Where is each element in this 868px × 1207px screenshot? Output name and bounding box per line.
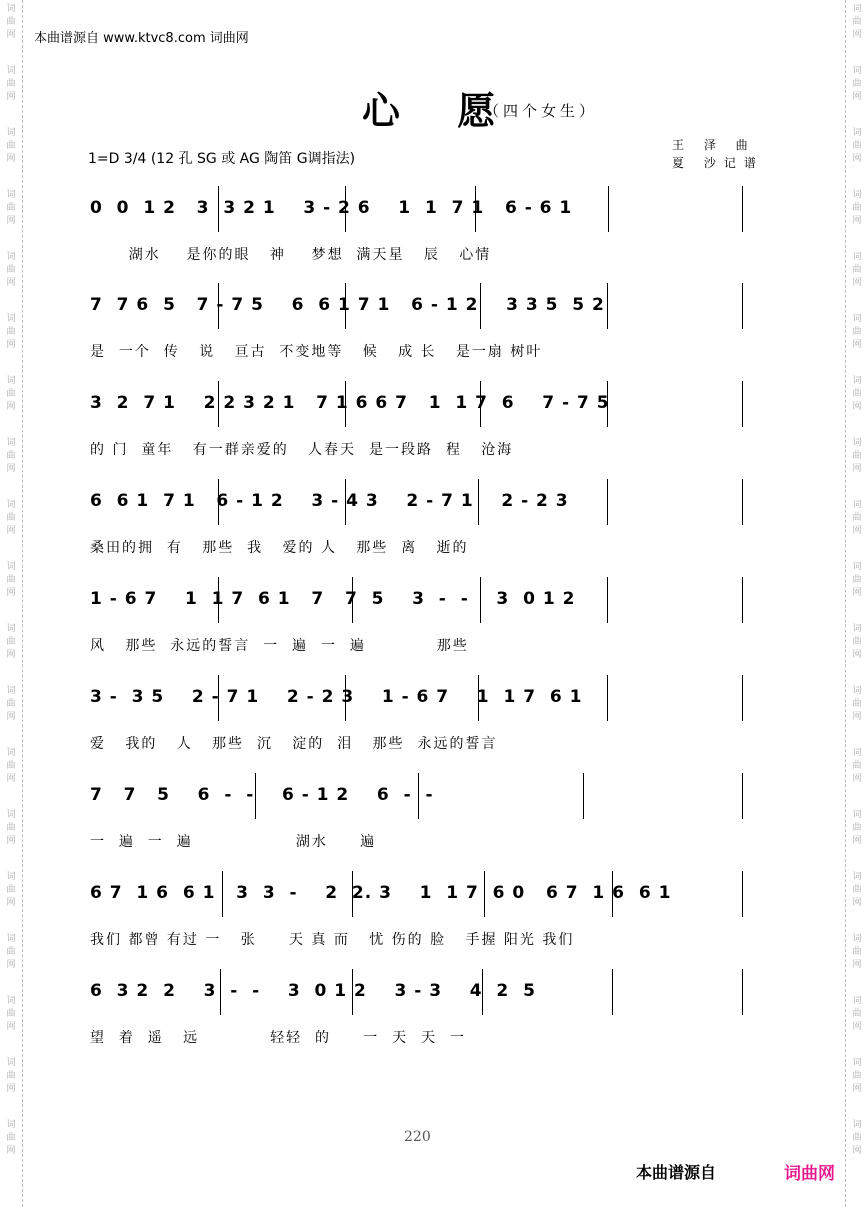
lyric-row: 我们 都曾 有过 一 张 天 真 而 忧 伤的 脸 手握 阳光 我们 <box>90 932 575 948</box>
bar-line <box>218 675 219 721</box>
side-watermark-glyph: 曲 <box>6 761 16 771</box>
side-watermark-glyph: 曲 <box>852 761 862 771</box>
side-watermark-glyph: 词 <box>852 4 862 14</box>
side-watermark-glyph: 曲 <box>852 513 862 523</box>
side-watermark-glyph: 网 <box>852 650 862 660</box>
side-watermark-glyph: 曲 <box>6 141 16 151</box>
notation-row: 3 - 3 5 2 - 7 1 2 - 2 3 1 - 6 7 1 1 7 6 1 <box>90 687 583 707</box>
side-watermark-glyph: 词 <box>6 4 16 14</box>
side-watermark-glyph: 网 <box>852 526 862 536</box>
side-watermark-glyph: 曲 <box>6 1133 16 1143</box>
side-watermark-glyph: 曲 <box>6 823 16 833</box>
bar-line <box>218 283 219 329</box>
side-watermark-glyph: 网 <box>852 960 862 970</box>
lyric-row: 望 着 遥 远 轻轻 的 一 天 天 一 <box>90 1030 466 1046</box>
side-watermark-glyph: 曲 <box>852 389 862 399</box>
footer-source-label: 本曲谱源自 <box>636 1163 717 1182</box>
side-watermark-glyph: 网 <box>852 898 862 908</box>
side-watermark-glyph: 网 <box>852 402 862 412</box>
bar-line <box>218 479 219 525</box>
side-watermark-glyph: 词 <box>852 438 862 448</box>
side-watermark-glyph: 网 <box>6 340 16 350</box>
lyric-row: 一 遍 一 遍 湖水 遍 <box>90 834 377 850</box>
side-watermark-glyph: 词 <box>852 190 862 200</box>
side-watermark-glyph: 曲 <box>852 79 862 89</box>
side-watermark-glyph: 词 <box>6 128 16 138</box>
bar-line <box>218 577 219 623</box>
side-watermark-glyph: 词 <box>852 376 862 386</box>
bar-line <box>742 186 743 232</box>
side-watermark-glyph: 网 <box>6 960 16 970</box>
notation-row: 3 2 7 1 2 2 3 2 1 7 1 6 6 7 1 1 7 6 7 - 7 5 <box>90 393 610 413</box>
side-watermark-glyph: 网 <box>6 402 16 412</box>
song-title: 心 愿 <box>362 88 518 133</box>
side-watermark-glyph: 曲 <box>6 451 16 461</box>
song-subtitle: （四个女生） <box>484 102 599 120</box>
notation-row: 7 7 5 6 - - 6 - 1 2 6 - - <box>90 785 434 805</box>
bar-line <box>345 186 346 232</box>
bar-line <box>352 577 353 623</box>
bar-line <box>475 186 476 232</box>
side-watermark-glyph: 曲 <box>852 947 862 957</box>
side-watermark-glyph: 词 <box>6 624 16 634</box>
bar-line <box>607 283 608 329</box>
side-watermark-glyph: 网 <box>852 1084 862 1094</box>
side-watermark-glyph: 曲 <box>852 1009 862 1019</box>
side-watermark-glyph: 词 <box>852 624 862 634</box>
lyric-row: 爱 我的 人 那些 沉 淀的 泪 那些 永远的誓言 <box>90 736 498 752</box>
side-watermark-glyph: 词 <box>852 686 862 696</box>
side-watermark-glyph: 曲 <box>6 203 16 213</box>
side-watermark-glyph: 网 <box>6 898 16 908</box>
side-watermark-glyph: 曲 <box>6 947 16 957</box>
side-watermark-glyph: 词 <box>6 66 16 76</box>
lyric-row: 湖水 是你的眼 神 梦想 满天星 辰 心情 <box>90 247 492 263</box>
side-watermark-glyph: 网 <box>6 464 16 474</box>
bar-line <box>220 969 221 1015</box>
side-watermark-glyph: 网 <box>852 154 862 164</box>
bar-line <box>478 675 479 721</box>
side-watermark-glyph: 曲 <box>6 17 16 27</box>
side-watermark-glyph: 曲 <box>852 699 862 709</box>
side-watermark-glyph: 网 <box>852 30 862 40</box>
bar-line <box>742 283 743 329</box>
bar-line <box>218 381 219 427</box>
side-watermark-glyph: 曲 <box>852 1071 862 1081</box>
side-watermark-glyph: 词 <box>852 562 862 572</box>
side-watermark-glyph: 曲 <box>852 823 862 833</box>
side-watermark-glyph: 曲 <box>852 575 862 585</box>
side-watermark-glyph: 词 <box>6 314 16 324</box>
footer-brand: 词曲网 <box>784 1164 835 1184</box>
side-watermark-glyph: 曲 <box>6 885 16 895</box>
side-watermark-glyph: 词 <box>852 314 862 324</box>
side-watermark-glyph: 网 <box>852 464 862 474</box>
side-watermark-glyph: 网 <box>852 1146 862 1156</box>
bar-line <box>480 577 481 623</box>
side-watermark-glyph: 词 <box>852 66 862 76</box>
notation-row: 7 7 6 5 7 - 7 5 6 6 1 7 1 6 - 1 2 3 3 5 5 2 <box>90 295 605 315</box>
side-watermark-glyph: 词 <box>6 686 16 696</box>
side-watermark-glyph: 网 <box>852 216 862 226</box>
lyric-row: 的 门 童年 有一群亲爱的 人春天 是一段路 程 沧海 <box>90 442 514 458</box>
notation-row: 6 6 1 7 1 6 - 1 2 3 - 4 3 2 - 7 1 2 - 2 3 <box>90 491 569 511</box>
bar-line <box>742 773 743 819</box>
side-watermark-glyph: 词 <box>6 748 16 758</box>
transcriber-credit: 夏 沙记谱 <box>672 156 764 170</box>
lyric-row: 是 一个 传 说 亘古 不变地等 候 成 长 是一扇 树叶 <box>90 344 543 360</box>
side-watermark-glyph: 曲 <box>6 513 16 523</box>
side-watermark-glyph: 网 <box>6 836 16 846</box>
side-watermark-glyph: 词 <box>852 500 862 510</box>
side-watermark-glyph: 网 <box>6 1084 16 1094</box>
notation-row: 1 - 6 7 1 1 7 6 1 7 7 5 3 - - 3 0 1 2 <box>90 589 576 609</box>
side-watermark-glyph: 词 <box>852 1120 862 1130</box>
bar-line <box>345 381 346 427</box>
bar-line <box>742 675 743 721</box>
side-watermark-glyph: 词 <box>852 252 862 262</box>
side-watermark-glyph: 曲 <box>6 265 16 275</box>
side-watermark-glyph: 曲 <box>852 451 862 461</box>
side-watermark-glyph: 网 <box>6 216 16 226</box>
side-watermark-glyph: 网 <box>6 30 16 40</box>
bar-line <box>222 871 223 917</box>
bar-line <box>352 871 353 917</box>
side-watermark-glyph: 网 <box>6 650 16 660</box>
side-watermark-glyph: 网 <box>6 774 16 784</box>
bar-line <box>480 381 481 427</box>
bar-line <box>352 969 353 1015</box>
side-watermark-glyph: 网 <box>852 92 862 102</box>
bar-line <box>345 675 346 721</box>
side-watermark-glyph: 曲 <box>6 389 16 399</box>
side-watermark-glyph: 网 <box>6 1022 16 1032</box>
side-watermark-glyph: 曲 <box>852 327 862 337</box>
side-watermark-glyph: 词 <box>6 252 16 262</box>
side-watermark-glyph: 词 <box>852 748 862 758</box>
side-watermark-glyph: 曲 <box>6 327 16 337</box>
bar-line <box>612 871 613 917</box>
side-watermark-glyph: 词 <box>6 562 16 572</box>
side-watermark-glyph: 曲 <box>6 575 16 585</box>
side-watermark-glyph: 词 <box>852 872 862 882</box>
bar-line <box>742 969 743 1015</box>
bar-line <box>742 479 743 525</box>
side-watermark-glyph: 网 <box>852 1022 862 1032</box>
notation-row: 0 0 1 2 3 3 2 1 3 - 2 6 1 1 7 1 6 - 6 1 <box>90 198 573 218</box>
side-watermark-glyph: 词 <box>6 810 16 820</box>
side-watermark-glyph: 词 <box>6 872 16 882</box>
composer-credit: 王 泽 曲 <box>672 138 756 152</box>
bar-line <box>607 381 608 427</box>
bar-line <box>218 186 219 232</box>
side-watermark-glyph: 曲 <box>852 141 862 151</box>
side-watermark-glyph: 网 <box>6 526 16 536</box>
source-watermark: 本曲谱源自 www.ktvc8.com 词曲网 <box>34 31 249 46</box>
bar-line <box>607 577 608 623</box>
bar-line <box>742 577 743 623</box>
side-watermark-glyph: 网 <box>852 340 862 350</box>
bar-line <box>345 479 346 525</box>
side-watermark-glyph: 曲 <box>852 265 862 275</box>
bar-line <box>478 479 479 525</box>
notation-row: 6 7 1 6 6 1 3 3 - 2 2. 3 1 1 7 6 0 6 7 1 6 6 1 <box>90 883 672 903</box>
side-watermark-glyph: 曲 <box>6 699 16 709</box>
side-watermark-glyph: 网 <box>852 774 862 784</box>
side-watermark-glyph: 词 <box>6 996 16 1006</box>
bar-line <box>345 283 346 329</box>
notation-row: 6 3 2 2 3 - - 3 0 1 2 3 - 3 4 2 5 <box>90 981 536 1001</box>
side-watermark-glyph: 网 <box>852 836 862 846</box>
side-watermark-glyph: 曲 <box>6 79 16 89</box>
bar-line <box>480 283 481 329</box>
bar-line <box>607 479 608 525</box>
side-watermark-glyph: 网 <box>852 278 862 288</box>
side-watermark-glyph: 网 <box>6 278 16 288</box>
side-watermark-glyph: 词 <box>6 934 16 944</box>
bar-line <box>608 186 609 232</box>
key-signature: 1=D 3/4 (12 孔 SG 或 AG 陶笛 G调指法) <box>88 151 356 167</box>
bar-line <box>583 773 584 819</box>
bar-line <box>612 969 613 1015</box>
side-watermark-glyph: 词 <box>6 1120 16 1130</box>
page-number: 220 <box>404 1129 431 1145</box>
side-watermark-glyph: 网 <box>852 712 862 722</box>
bar-line <box>742 381 743 427</box>
lyric-row: 桑田的拥 有 那些 我 爱的 人 那些 离 逝的 <box>90 540 469 556</box>
side-watermark-glyph: 词 <box>852 810 862 820</box>
side-watermark-glyph: 曲 <box>852 637 862 647</box>
side-watermark-glyph: 词 <box>852 996 862 1006</box>
bar-line <box>484 871 485 917</box>
side-watermark-glyph: 曲 <box>6 1009 16 1019</box>
bar-line <box>482 969 483 1015</box>
side-watermark-glyph: 网 <box>6 712 16 722</box>
side-watermark-glyph: 网 <box>6 154 16 164</box>
side-watermark-glyph: 曲 <box>6 637 16 647</box>
side-watermark-glyph: 网 <box>6 588 16 598</box>
lyric-row: 风 那些 永远的誓言 一 遍 一 遍 那些 <box>90 638 469 654</box>
side-watermark-glyph: 网 <box>6 1146 16 1156</box>
side-watermark-glyph: 词 <box>6 1058 16 1068</box>
bar-line <box>418 773 419 819</box>
side-watermark-glyph: 词 <box>852 1058 862 1068</box>
side-watermark-glyph: 曲 <box>852 17 862 27</box>
side-watermark-glyph: 词 <box>852 128 862 138</box>
side-watermark-glyph: 曲 <box>6 1071 16 1081</box>
bar-line <box>255 773 256 819</box>
side-watermark-glyph: 曲 <box>852 203 862 213</box>
bar-line <box>607 675 608 721</box>
side-watermark-glyph: 曲 <box>852 1133 862 1143</box>
bar-line <box>742 871 743 917</box>
side-watermark-glyph: 词 <box>6 438 16 448</box>
side-watermark-glyph: 词 <box>6 376 16 386</box>
side-watermark-glyph: 词 <box>852 934 862 944</box>
side-watermark-glyph: 网 <box>6 92 16 102</box>
side-watermark-glyph: 曲 <box>852 885 862 895</box>
side-watermark-glyph: 词 <box>6 500 16 510</box>
side-watermark-glyph: 网 <box>852 588 862 598</box>
side-watermark-glyph: 词 <box>6 190 16 200</box>
